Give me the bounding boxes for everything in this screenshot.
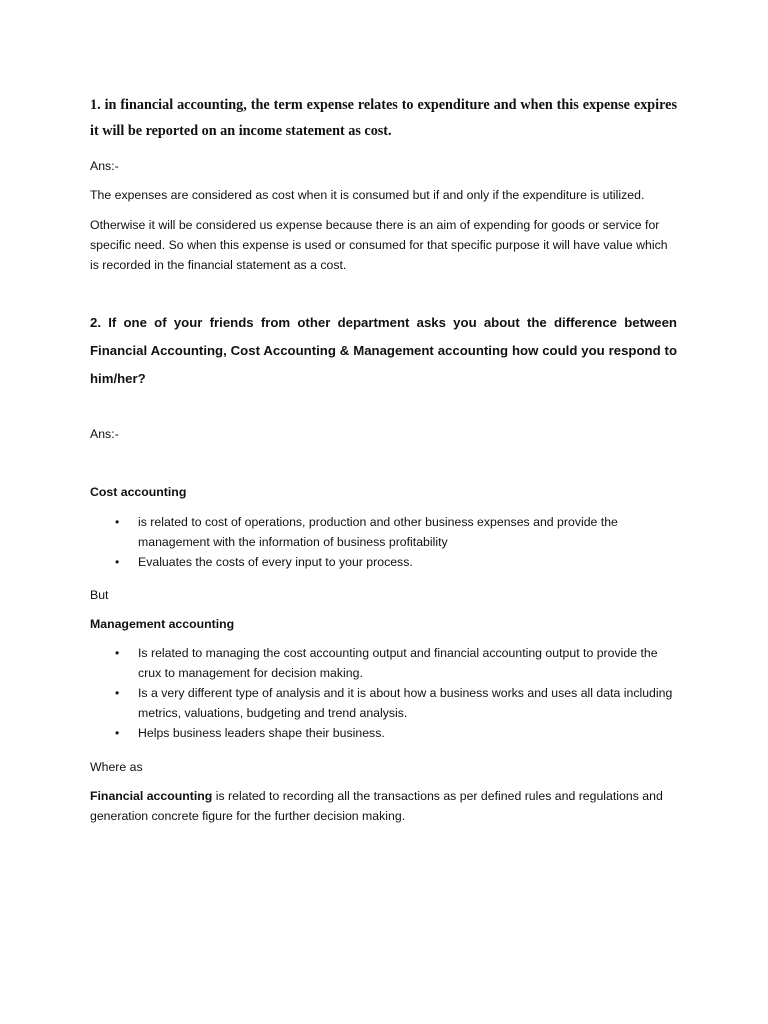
bullet-icon: • [115, 726, 120, 740]
answer-1-paragraph-1: The expenses are considered as cost when it is consumed but if and only if the expenditure is utilized. [90, 188, 645, 202]
management-accounting-list [90, 643, 677, 743]
list-item-text: Helps business leaders shape their business. [138, 726, 385, 740]
bullet-icon: • [115, 646, 120, 660]
question-1-title: 1. in financial accounting, the term expense relates to expenditure and when this expense expires it will be reported on an income statement as cost. [90, 97, 677, 139]
but-label: But [90, 588, 109, 602]
bullet-icon: • [115, 555, 120, 569]
list-item [90, 512, 677, 552]
list-item [90, 643, 677, 683]
list-item [90, 683, 677, 723]
list-item-text: Is a very different type of analysis and it is about how a business works and uses all data including metrics, valuations, budgeting and trend analysis. [138, 686, 673, 720]
whereas-label: Where as [90, 760, 143, 774]
list-item [90, 723, 677, 743]
bullet-icon: • [115, 515, 120, 529]
cost-accounting-heading: Cost accounting [90, 485, 187, 499]
financial-accounting-term: Financial accounting [90, 789, 213, 803]
list-item-text: is related to cost of operations, production and other business expenses and provide the management with the information of business profitability [138, 515, 618, 549]
list-item-text: Evaluates the costs of every input to your process. [138, 555, 413, 569]
cost-accounting-list [90, 512, 677, 572]
list-item [90, 552, 677, 572]
answer-1-paragraph-2: Otherwise it will be considered us expense because there is an aim of expending for goods or service for specific need. So when this expense is used or consumed for that specific purpose it will have value which is recorded in the financial statement as a cost. [90, 218, 668, 272]
question-2-title: 2. If one of your friends from other department asks you about the difference between Financial Accounting, Cost Accounting & Management accounting how could you respond to him/her? [90, 315, 677, 386]
answer-2-label: Ans:- [90, 427, 119, 441]
bullet-icon: • [115, 686, 120, 700]
management-accounting-heading: Management accounting [90, 617, 235, 631]
financial-accounting-text: is related to recording all the transactions as per defined rules and regulations and generation concrete figure for the further decision making. [90, 789, 663, 823]
financial-accounting-paragraph [90, 786, 677, 826]
list-item-text: Is related to managing the cost accounting output and financial accounting output to provide the crux to management for decision making. [138, 646, 658, 680]
answer-1-label: Ans:- [90, 159, 119, 173]
